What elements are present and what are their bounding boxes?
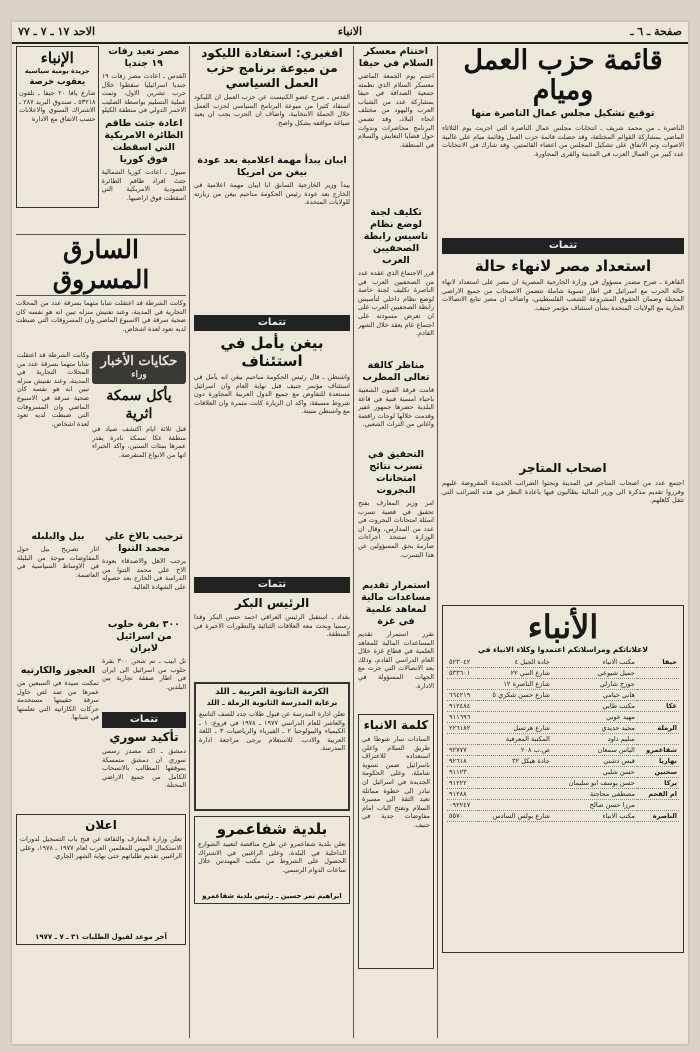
agent-city: سخنين [637, 767, 679, 778]
agent-city: الناصرة [637, 811, 679, 822]
agent-office: سليم داود [552, 734, 637, 745]
agent-phone: ٩١٢٨٨ [447, 789, 478, 800]
agent-phone: ٠٩٢٢٤٧ [447, 800, 478, 811]
story-body: واشنطن ـ قال رئيس الحكومة مناحيم بيغن انه يأمل في استئناف مؤتمر جنيف قبل نهاية العام وان اسرائيل مستعدة للتفاوض مع جميع الدول العربية المجاورة دون شروط مسبقة، واكد ان الزيارة كانت مثمرة وان العلاقات مع واشنطن متينة. [194, 373, 350, 416]
headline-bakr: الرئيس البكر [234, 596, 310, 610]
agent-phone: ٩٢٦١٨ [447, 756, 478, 767]
school-ad-body: تعلن ادارة المدرسة عن قبول طلاب جدد للصف التاسع والعاشر للعام الدراسي ١٩٧٧ ـ ١٩٧٨ في فروع: ١ ـ الكيمياء والبيولوجيا ٢ ـ الفيزياء والرياضيات ٣ ـ اللغة العربية والادب. للاستعلام يرجى مراجعة ادارة المدرسة. [199, 710, 345, 753]
municipality-ad-box [194, 816, 350, 904]
story-body: قامت فرقة الفنون الشعبية باحياء امسية فنية في قاعة البلدية حضرها جمهور غفير وقدمت خلالها لوحات راقصة واغاني من التراث الشعبي. [358, 386, 434, 429]
ad-subtitle: جريدة يومية سياسية [24, 67, 90, 75]
newspaper-page [12, 22, 688, 1044]
agent-address: جادة هيكل ٣٢ [478, 756, 552, 767]
story-body: تقرر استمرار تقديم المساعدات المالية للمعاهد العلمية في قطاع غزة خلال العام الدراسي القادم، وذلك بعد الاتصالات التي جرت مع الجهات المسؤولة في الادارة. [358, 630, 434, 690]
agent-address [478, 778, 552, 789]
agent-phone: ٥٣٣٦٠١ [447, 668, 478, 679]
lower-left-row [16, 531, 186, 809]
story-body: تمكنت سيدة في السبعين من عمرها من صد لص حاول سرقة حقيبتها مستخدمة حركات الكاراتيه التي تعلمتها في شبابها. [17, 679, 99, 722]
agent-row [447, 690, 679, 701]
column-rule [189, 46, 190, 1038]
agent-office: قيس دشتي [552, 756, 637, 767]
agent-office: مرزا حسن صالح [552, 800, 637, 811]
story-body: امر وزير المعارف بفتح تحقيق في قضية تسرب اسئلة امتحانات البجروت في عدد من المدارس، وقال ان الوزارة ستتخذ اجراءات صارمة بحق المسؤولين عن هذا التسرب. [358, 499, 434, 559]
agent-row [447, 756, 679, 767]
school-ad-title: الكرمة الثانوية العربية ـ اللد [215, 687, 329, 697]
column-logo-plate [92, 351, 186, 384]
agents-intro: لاعلاناتكم ومراسلاتكم اعتمدوا وكلاء الانباء في [478, 645, 648, 654]
municipality-title: بلدية شفاعمرو [216, 820, 328, 838]
masthead [12, 22, 688, 44]
teaser-band: تتمات [102, 712, 186, 728]
agent-city: نهاريا [637, 756, 679, 767]
plate-side-stories [17, 351, 89, 527]
plate-row [16, 351, 186, 527]
column-right [442, 46, 684, 1038]
agent-row [447, 712, 679, 723]
headline-cows: ٣٠٠ بقرة حلوب من اسرائيل لايران [107, 619, 181, 654]
notice-title: اعلان [85, 818, 117, 832]
agent-office: مجيد حديدي [552, 723, 637, 734]
story-body: سيول ـ اعادت كوريا الشمالية جثث افراد طاقم الطائرة العمودية الامريكية التي اسقطت فوق اراضيها. [101, 168, 186, 202]
page-label: صفحة ـ ٦ ـ [630, 25, 682, 38]
ad-logo: الإنباء [40, 49, 74, 67]
agent-address [478, 712, 552, 723]
agent-phone: ٩١٢٢٢ [447, 778, 478, 789]
story-body: دمشق ـ اكد مصدر رسمي سوري ان دمشق متمسكة بموقفها المطالب بالانسحاب الكامل من جميع الاراضي المحتلة. [102, 747, 186, 790]
agent-office: هاني خيامي [552, 690, 637, 701]
agent-address [478, 789, 552, 800]
story-body: تل ابيب ـ تم شحن ٣٠٠ بقرة حلوب من اسرائيل الى ايران في اطار صفقة تجارية بين البلدين. [102, 657, 186, 691]
municipality-signature: ابراهيم نمر حسين ـ رئيس بلدية شفاعمرو [202, 892, 342, 900]
agents-table [447, 657, 679, 822]
notice-footer: آخر موعد لقبول الطلبات ٣١ ـ ٧ ـ ١٩٧٧ [35, 933, 167, 941]
agent-address: شارع النبي ٢٢ [478, 668, 552, 679]
agent-city: بركا [637, 778, 679, 789]
agent-city: الرملة [637, 723, 679, 734]
ad-line: يعقوب خرصة [29, 77, 86, 87]
agent-address [478, 800, 552, 811]
agent-city [637, 734, 679, 745]
story-body: قبل ثلاثة ايام اكتشف صياد في منطقة عكا سمكة نادرة يقدر عمرها بمئات السنين، واكد الخبراء انها من الانواع المنقرضة. [92, 425, 186, 459]
agent-phone [447, 679, 478, 690]
headline-shop-owners: اصحاب المتاجر [519, 461, 607, 475]
municipality-body: تعلن بلدية شفاعمرو عن طرح مناقصة لتعبيد الشوارع الداخلية في البلدة، وعلى الراغبين في الاشتراك الحصول على الشروط من مكتب المهندس خلال ساعات الدوام الرسمي. [198, 840, 346, 874]
agent-address: شارع حسن شكري ٥ [478, 690, 552, 701]
agent-row [447, 679, 679, 690]
story-body: الناصرة ـ من محمد شريف ـ انتخابات مجلس عمال الناصرة التي اجريت يوم الثلاثاء الماضي بمشاركة القوائم المختلفة، وقد حصلت قائمة حزب العمل وقائمة ميام على غالبية الاصوات وتم الاتفاق على تشكيل المجلس من اعضاء القائمتين. وقد شارك في الانتخابات عدد كبير من العمال العرب في المدينة والقرى المجاورة. [442, 124, 684, 158]
headline-begin: بيغن يأمل في استئناف [220, 334, 324, 370]
headline-gaza-aid: استمرار تقديم مساعدات مالية لمعاهد علمية في غزة [361, 580, 431, 627]
agent-office: حسن يوسف ابو سليمان [552, 778, 637, 789]
school-ad-box [194, 682, 350, 811]
agent-phone: ٦٦٤٢١٩ [447, 690, 478, 701]
plate-column [92, 351, 186, 527]
ad-body: شارع يافا ٢٠ حيفا ـ تلفون ٥٣٢١٨ ـ صندوق البريد ٢٨٧ ـ الاشتراك السنوي والاعلانات حسب الاتفاق مع الادارة [19, 89, 96, 123]
headline-bagrut: التحقيق في تسرب نتائج امتحانات البجروت [368, 449, 424, 496]
agents-box [442, 605, 684, 953]
top-left-row [16, 46, 186, 228]
headline-peace-camp: اختتام معسكر السلام في حيفا [358, 46, 434, 69]
column-rule [437, 46, 438, 1038]
story-body: اثار تصريح بيل حول المفاوضات موجة من البلبلة في الاوساط السياسية في العاصمة. [17, 545, 99, 579]
agent-phone: ٢٢٦١٨٢ [447, 723, 478, 734]
agent-office: مكتب الانباء [552, 657, 637, 668]
agent-city [637, 690, 679, 701]
school-ad-subtitle: برعاية المدرسة الثانوية الرملة ـ اللد [206, 698, 338, 707]
column-mid-wide [194, 46, 350, 1038]
agent-row [447, 778, 679, 789]
column-rule [353, 46, 354, 1038]
agents-logo: الأنباء [527, 608, 599, 646]
story-body: يرحب الاهل والاصدقاء بعودة الاخ علي محمد التنوا من الدراسة في الخارج بعد حصوله على الشهادة العالية. [102, 557, 186, 591]
agent-row [447, 657, 679, 668]
headline-scenes: مناظر كالفة تعالى المطرب [362, 360, 430, 383]
story-body: وكانت الشرطة قد اعتقلت شابا متهما بسرقة عدد من المحلات التجارية في المدينة، وعند تفتيش منزله تبين انه هو نفسه كان ضحية سرقة في الاسبوع الماضي وان المسروقات التي ضبطت لديه تعود لعدة اشخاص. [17, 351, 89, 428]
teaser-band: تتمات [194, 315, 350, 331]
story-body: القدس ـ صرح عضو الكنيست عن حزب العمل ان الليكود استفاد كثيرا من ميوعة البرنامج السياسي لحزب العمل خلال الحملة الانتخابية، واضاف ان الحزب يجب ان يعيد صياغة مواقفه بشكل واضح. [194, 93, 350, 127]
agent-office: جورج شارلي [552, 679, 637, 690]
agent-phone: ٩٢٧٧٧ [447, 745, 478, 756]
agent-address [478, 701, 552, 712]
headline-syria: تأكيد سوري [109, 730, 179, 744]
agent-phone: ٥٥٧٠ [447, 811, 478, 822]
lower-left-a [102, 531, 186, 809]
agent-phone: ٩١١٦٩٦ [447, 712, 478, 723]
headline-journalists: تكليف لجنة لوضع نظام تاسيس رابطة الصحفيين العرب [363, 207, 429, 266]
agent-phone: ٥٢٣٠٤٢ [447, 657, 478, 668]
agent-city [637, 800, 679, 811]
headline-egypt-returns: مصر تعيد رفات ١٩ جنديا [108, 46, 180, 69]
agent-phone: ٩١١٢٣ [447, 767, 478, 778]
notice-box [16, 814, 186, 945]
issue-date: الاحد ١٧ ـ ٧ ـ ٧٧ [18, 25, 96, 38]
agent-city [637, 668, 679, 679]
headline-bell: بيل والبلبله [31, 531, 85, 542]
plate-line2: وراء [131, 370, 147, 380]
paper-name: الانباء [337, 25, 363, 38]
headline-thief: السارق المسروق [16, 234, 186, 296]
story-body: اختتم يوم الجمعة الماضي معسكر السلام الذي نظمته جمعية الصداقة في حيفا بمشاركة عدد من الشباب العرب واليهود من مختلف انحاء البلاد، وقد تضمن البرنامج محاضرات وندوات حول قضايا التعايش والسلام في المنطقة. [358, 72, 434, 149]
agent-address: ص.ب ٢٠٨ [478, 745, 552, 756]
story-body: القدس ـ اعادت مصر رفات ١٩ جنديا اسرائيليا سقطوا خلال حرب تشرين الاول، وتمت عملية التسليم بواسطة الصليب الاحمر الدولي في منطقة الكيلو [101, 72, 186, 115]
story-body: يبدأ وزير الخارجية السابق ابا ايبان مهمة اعلامية في الخارج بعد عودة رئيس الحكومة مناحيم بيغن من زيارته للولايات المتحدة. [194, 181, 350, 207]
editorial-box [358, 714, 434, 969]
agent-row [447, 723, 679, 734]
headline-korea: اعادة جثث طاقم الطائرة الامريكية التي اسقطت فوق كوريا [104, 118, 184, 165]
notice-body: تعلن وزارة المعارف والثقافة عن فتح باب التسجيل لدورات الاستكمال المهني للمعلمين العرب لعام ١٩٧٧ ـ ١٩٧٨، وعلى الراغبين تقديم طلباتهم حتى نهاية الشهر الجاري. [20, 835, 182, 861]
agent-office: حسن شلبي [552, 767, 637, 778]
agent-city: حيفا [637, 657, 679, 668]
agent-office: الياس سمعان [552, 745, 637, 756]
teaser-band: تتمات [194, 577, 350, 593]
agent-city: عكا [637, 701, 679, 712]
agent-office: مصطفى محاجنة [552, 789, 637, 800]
agent-row [447, 734, 679, 745]
plate-line1: حكايات الأخبار [100, 354, 178, 369]
editorial-body: السادات سار شوطا في طريق السلام واعلن استعداده للاعتراف باسرائيل ضمن تسوية شاملة، وعلى الحكومة الجديدة في اسرائيل ان تبادر الى خطوة مماثلة تعيد الثقة الى مسيرة السلام وتفتح الباب امام مفاوضات جدية في جنيف. [362, 735, 430, 829]
agent-row [447, 701, 679, 712]
agent-row [447, 767, 679, 778]
agent-row [447, 800, 679, 811]
agent-row [447, 668, 679, 679]
headline-welcome: ترحيب بالاخ علي محمد التنوا [105, 531, 183, 554]
headline-karate: العجوز والكارتيه [20, 665, 96, 676]
headline-fish: يأكل سمكة اثرية [106, 388, 172, 422]
story-body: اجتمع عدد من اصحاب المتاجر في المدينة وبحثوا الضرائب الجديدة المفروضة عليهم وقرروا تقديم مذكرة الى وزير المالية يطالبون فيها باعادة النظر في هذه الضرائب التي تثقل كاهلهم. [442, 479, 684, 505]
story-body: قرر الاجتماع الذي عقده عدد من الصحفيين العرب في الناصرة تكليف لجنة خاصة لوضع نظام داخلي لتأسيس رابطة الصحفيين العرب على ان تعرض مسودته على اجتماع عام يعقد خلال الشهر القادم. [358, 269, 434, 338]
subheadline-nazareth: توقيع تشكيل مجلس عمال الناصرة منها [471, 108, 655, 119]
agent-address: المكتبة المعرفية [478, 734, 552, 745]
agent-city: ام الفحم [637, 789, 679, 800]
agent-address [478, 767, 552, 778]
agent-row [447, 811, 679, 822]
agent-address: شارع بولس السادس [478, 811, 552, 822]
agent-city [637, 679, 679, 690]
headline-likud: افغيري: استفادة الليكود من ميوعة برنامج حزب العمل السياسي [201, 46, 343, 90]
column-mid-narrow [358, 46, 434, 1038]
story-body: بغداد ـ استقبل الرئيس العراقي احمد حسن البكر وفدا رسميا وبحث معه العلاقات الثنائية والتطورات الاخيرة في المنطقة. [194, 613, 350, 639]
agent-office: مكتب طابي [552, 701, 637, 712]
agent-row [447, 745, 679, 756]
agent-city: شفاعمرو [637, 745, 679, 756]
agent-city [637, 712, 679, 723]
agent-office: مكتب الانباء [552, 811, 637, 822]
editorial-title: كلمة الانباء [363, 718, 429, 732]
headline-hizb-alamal: قائمة حزب العمل وميام [463, 45, 663, 106]
masthead-ad-box [16, 46, 99, 208]
agent-row [447, 789, 679, 800]
headline-egypt: استعداد مصر لانهاء حالة [474, 257, 652, 275]
agent-phone: ٩١٢٤٨٤ [447, 701, 478, 712]
column-left [16, 46, 186, 1038]
headline-eban: ايبان يبدأ مهمة اعلامية بعد عودة بيغن من امريكا [197, 155, 347, 178]
teaser-band: تتمات [442, 238, 684, 254]
agent-office: مهيد عوني [552, 712, 637, 723]
agent-office: جميل شيوعي [552, 668, 637, 679]
lower-left-b [17, 531, 99, 809]
agent-address: شارع هرتسل [478, 723, 552, 734]
story-body: وكانت الشرطة قد اعتقلت شابا متهما بسرقة عدد من المحلات التجارية في المدينة، وعند تفتيش منزله تبين انه هو نفسه كان ضحية سرقة في الاسبوع الماضي وان المسروقات التي ضبطت لديه تعود لعدة اشخاص. [16, 299, 186, 333]
agent-address: شارع الناصرة ١٢ [478, 679, 552, 690]
top-left-stories [102, 46, 186, 228]
agent-phone [447, 734, 478, 745]
story-body: القاهرة ـ صرح مصدر مسؤول في وزارة الخارجية المصرية ان مصر على استعداد لانهاء حالة الحرب مع اسرائيل في اطار تسوية شاملة تتضمن الانسحاب من جميع الاراضي المحتلة وضمان الحقوق المشروعة للشعب الفلسطيني، واضاف ان مصر تتابع الاتصالات الجارية مع الولايات المتحدة بشأن استئناف مؤتمر جنيف. [442, 278, 684, 312]
agent-address: جادة الجبل ٤ [478, 657, 552, 668]
